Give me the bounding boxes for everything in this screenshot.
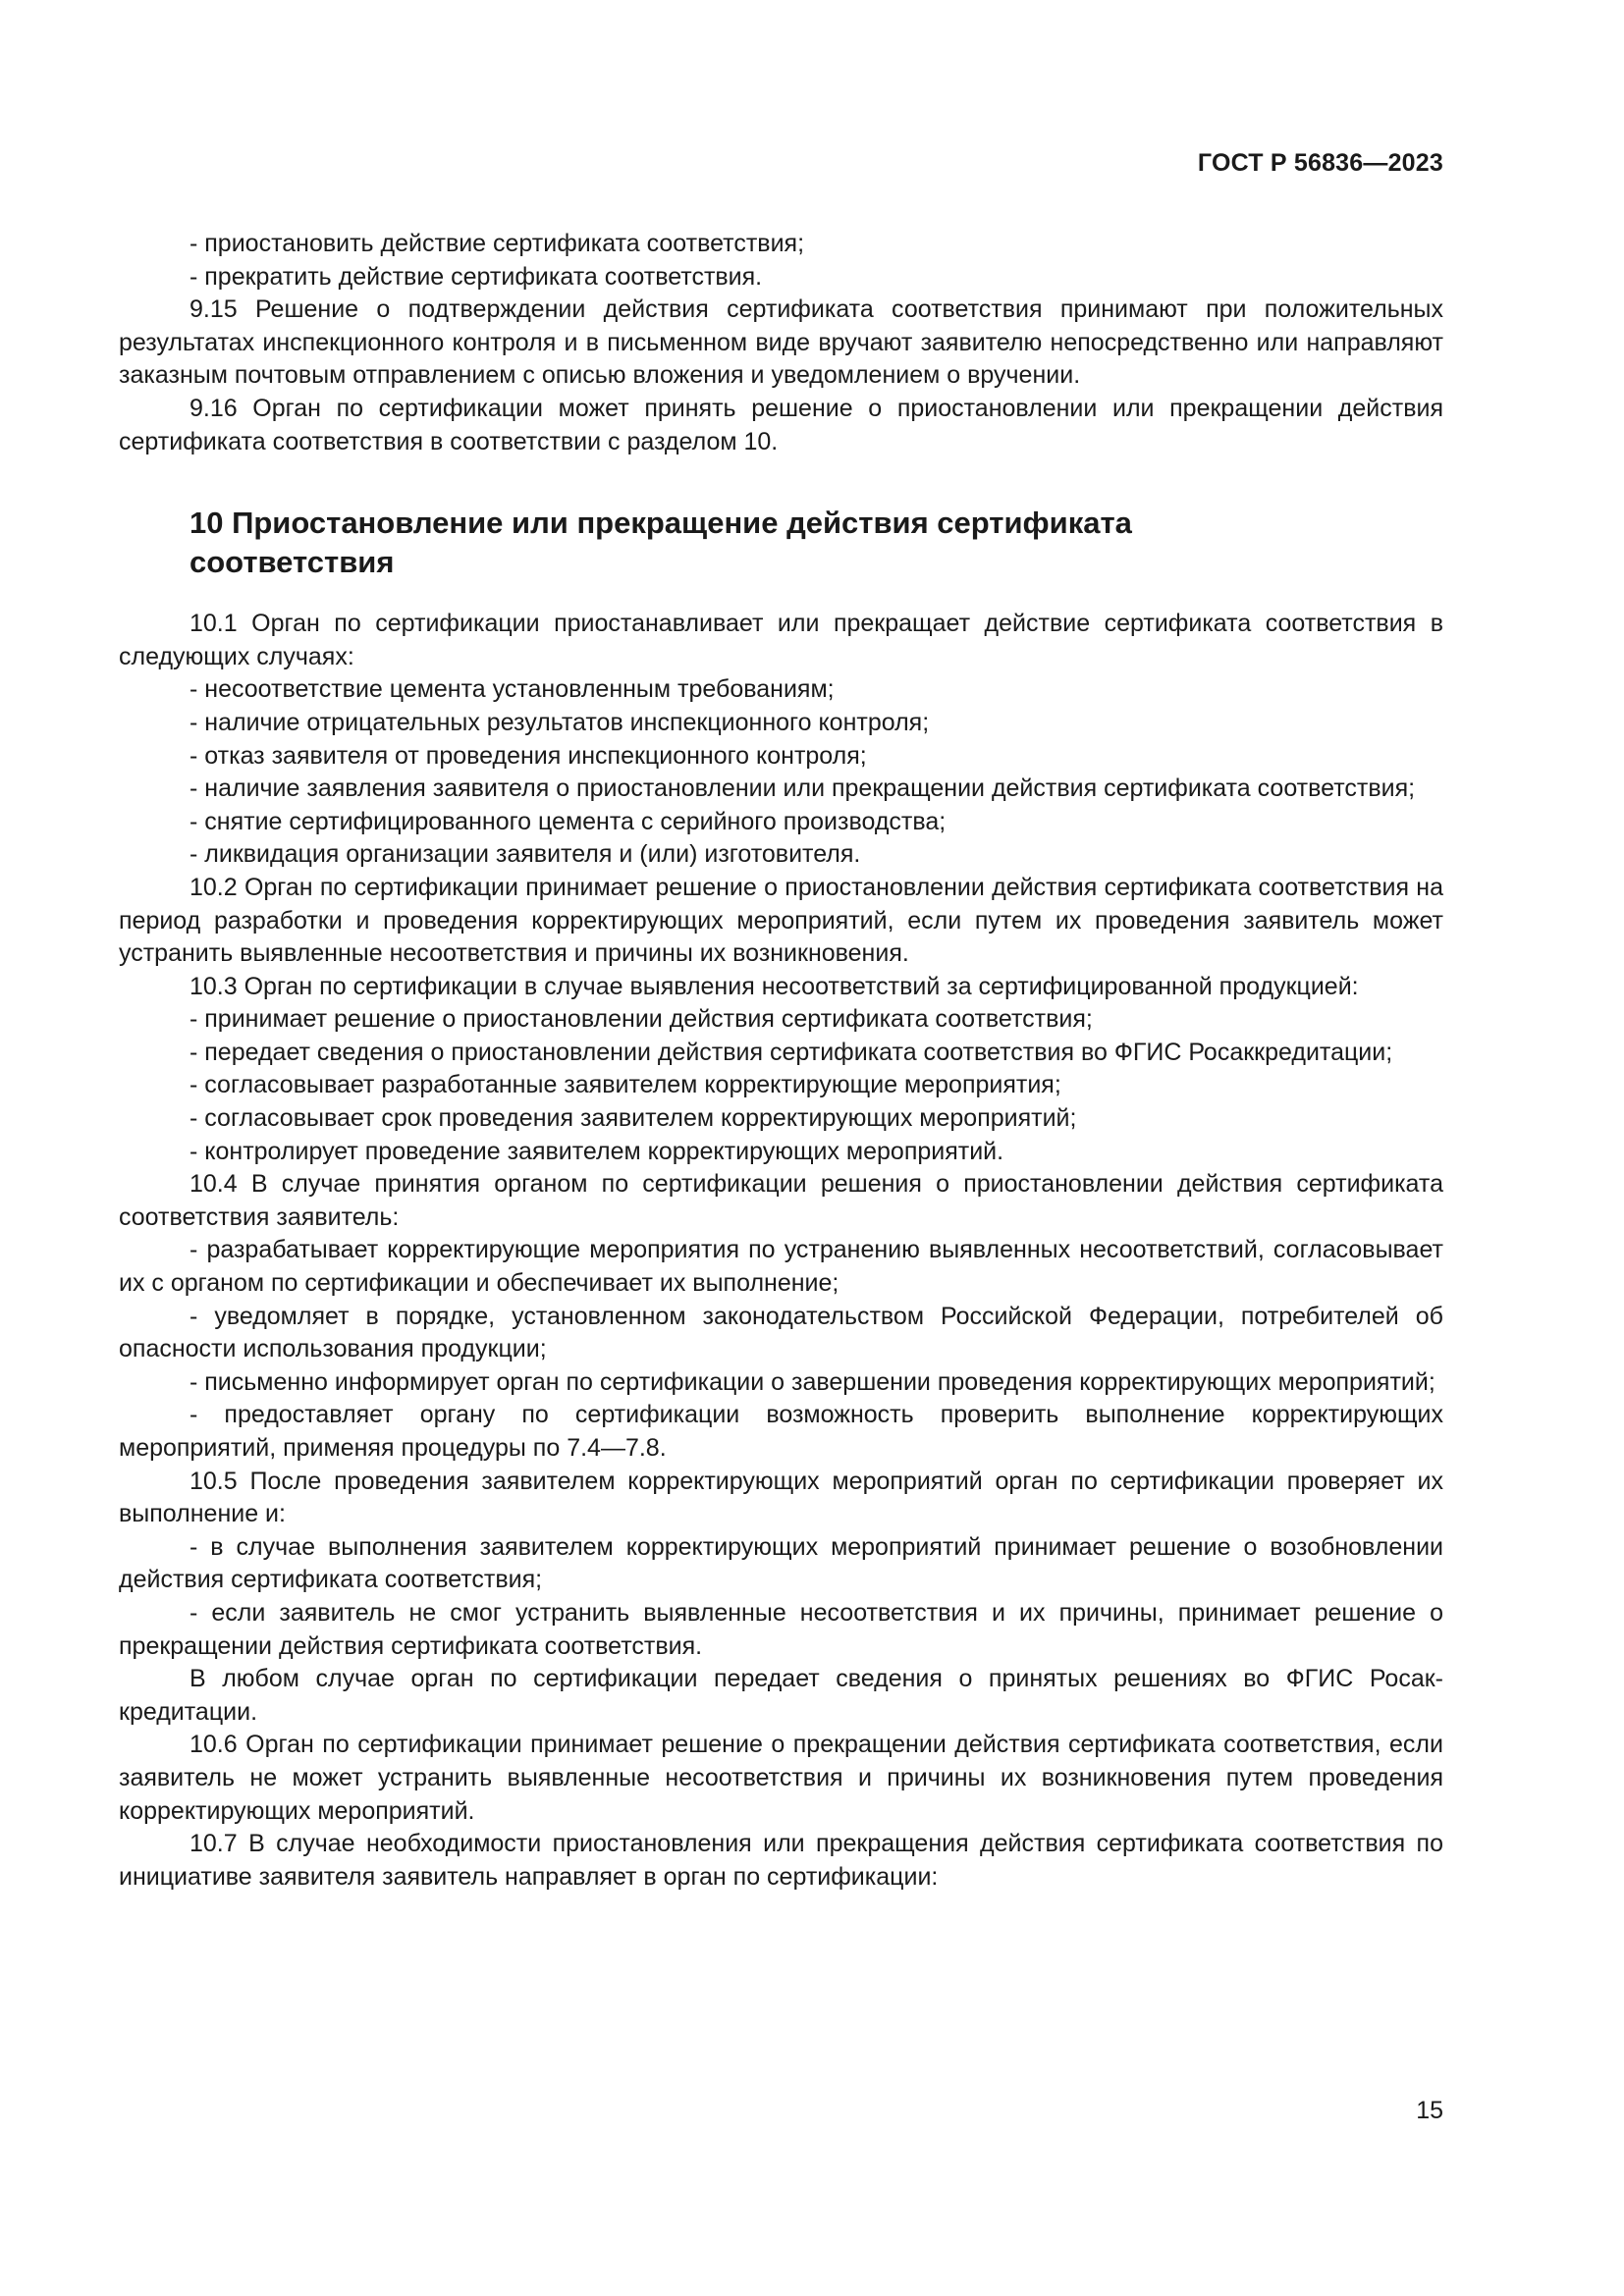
paragraph: - прекратить действие сертификата соответствия. [189,262,763,291]
paragraph: - несоответствие цемента установленным требованиям; [189,675,835,704]
paragraph: 9.15 Решение о подтверждении действия сертификата соответствия принимают при положительных результатах инспекционного контроля и в письменном виде вручают заявителю непосредственно или направляют заказным почтовым отправлением с описью вложения и уведомлением о вручении. [119,295,1443,390]
paragraph: - принимает решение о приостановлении действия сертификата соответствия; [189,1005,1093,1034]
paragraph: - письменно информирует орган по сертификации о завершении проведения корректирующих мероприятий; [189,1367,1435,1396]
paragraph: 10.5 После проведения заявителем корректирующих мероприятий орган по сертификации проверяет их выполнение и: [119,1467,1443,1528]
paragraph: - согласовывает срок проведения заявителем корректирующих мероприятий; [189,1104,1077,1133]
paragraph: - передает сведения о приостановлении действия сертификата соответствия во ФГИС Росаккредитации; [189,1038,1393,1066]
paragraph: 10.4 В случае принятия органом по сертификации решения о приостановлении действия сертификата соответствия заявитель: [119,1170,1443,1231]
paragraph: - снятие сертифицированного цемента с серийного производства; [189,807,947,835]
paragraph: 9.16 Орган по сертификации может принять решение о приостановлении или прекращении действия сертификата соответствия в соответствии с разделом 10. [119,394,1443,455]
paragraph: 10.3 Орган по сертификации в случае выявления несоответствий за сертифицированной продукцией: [189,972,1359,1000]
page-number: 15 [1416,2097,1443,2124]
paragraph: - наличие заявления заявителя о приостановлении или прекращении действия сертификата соответствия; [189,774,1416,803]
paragraph: 10.1 Орган по сертификации приостанавливает или прекращает действие сертификата соответствия в следующих случаях: [119,610,1443,670]
document-number: ГОСТ Р 56836—2023 [1197,149,1443,177]
paragraph: 10.7 В случае необходимости приостановления или прекращения действия сертификата соответствия по инициативе заявителя заявитель направляет в орган по сертификации: [119,1830,1443,1891]
paragraph: - наличие отрицательных результатов инспекционного контроля; [189,708,930,736]
paragraph: - уведомляет в порядке, установленном законодательством Российской Федерации, потребителей об опасности использования продукции; [119,1302,1443,1363]
paragraph: - контролирует проведение заявителем корректирующих мероприятий. [189,1137,1004,1165]
paragraph: - разрабатывает корректирующие мероприятия по устранению выявленных несоответствий, согласовывает их с органом по сертификации и обеспечивает их выполнение; [119,1236,1443,1298]
section-heading: 10 Приостановление или прекращение действия сертификата соответствия [189,506,1132,580]
paragraph: 10.2 Орган по сертификации принимает решение о приостановлении действия сертификата соответствия на период разработки и проведения корректирующих мероприятий, если путем их проведения заявитель может устранить выявленные несоответствия и причины их возникновения. [119,873,1443,968]
paragraph: - предоставляет органу по сертификации возможность проверить выполнение корректирующих мероприятий, применяя процедуры по 7.4—7.8. [119,1401,1443,1462]
paragraph: 10.6 Орган по сертификации принимает решение о прекращении действия сертификата соответствия, если заявитель не может устранить выявленные несоответствия и причины их возникновения путем проведения корректирующих мероприятий. [119,1731,1443,1825]
paragraph: - согласовывает разработанные заявителем корректирующие мероприятия; [189,1071,1061,1099]
paragraph: В любом случае орган по сертификации передает сведения о принятых решениях во ФГИС Росаккредитации. [119,1665,1443,1726]
paragraph: - если заявитель не смог устранить выявленные несоответствия и их причины, принимает решение о прекращении действия сертификата соответствия. [119,1598,1443,1660]
paragraph: - в случае выполнения заявителем корректирующих мероприятий принимает решение о возобновлении действия сертификата соответствия; [119,1532,1443,1594]
paragraph: - приостановить действие сертификата соответствия; [189,230,805,257]
paragraph: - отказ заявителя от проведения инспекционного контроля; [189,741,867,770]
paragraph: - ликвидация организации заявителя и (или) изготовителя. [189,840,861,869]
page-body [119,228,1443,1894]
